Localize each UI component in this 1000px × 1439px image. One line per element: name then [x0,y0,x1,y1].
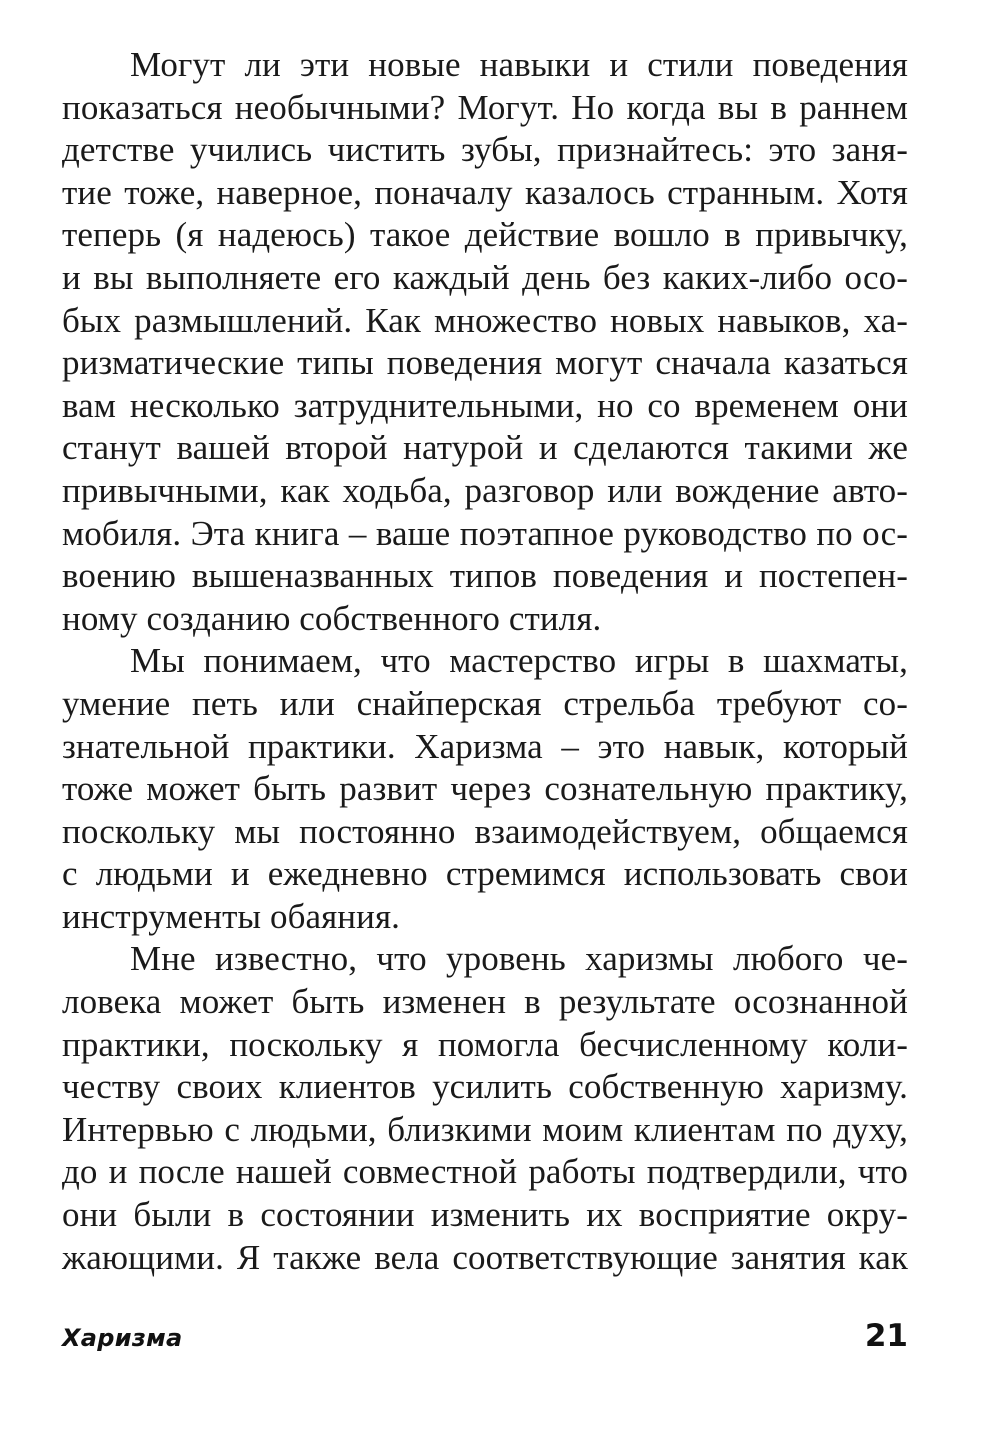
text-line: Интервью с людьми, близкими моим клиентам по духу, [62,1109,908,1149]
text-line: до и после нашей совместной работы подтвердили, что [62,1152,908,1192]
page-number: 21 [864,1318,908,1354]
paragraph-1 [62,44,908,640]
text-line: Могут ли эти новые навыки и стили поведения [130,45,908,84]
text-line: жающими. Я также вела соответствующие занятия как [62,1237,908,1277]
text-line: вам несколько затруднительными, но со временем они [62,385,908,425]
text-line: мобиля. Эта книга – ваше поэтапное руководство по ос- [62,513,908,553]
text-line: Мне известно, что уровень харизмы любого че- [130,939,908,979]
text-line: Мы понимаем, что мастерство игры в шахматы, [130,641,908,681]
text-line: практики, поскольку я помогла бесчисленному коли- [62,1024,908,1064]
text-line: с людьми и ежедневно стремимся использовать свои [62,854,908,894]
text-line: тие тоже, наверное, поначалу казалось странным. Хотя [62,172,908,212]
text-line: умение петь или снайперская стрельба требуют со- [62,683,908,723]
text-line: показаться необычными? Могут. Но когда вы в раннем [62,87,908,127]
text-line: тоже может быть развит через сознательную практику, [62,769,908,809]
text-line: поскольку мы постоянно взаимодействуем, общаемся [62,811,908,851]
text-line: теперь (я надеюсь) такое действие вошло в привычку, [62,215,908,255]
text-line: привычными, как ходьба, разговор или вождение авто- [62,470,908,510]
text-line: бых размышлений. Как множество новых навыков, ха- [62,300,908,340]
text-line: детстве учились чистить зубы, признайтесь: это заня- [62,130,908,170]
text-line: инструменты обаяния. [62,896,401,936]
text-line: ному созданию собственного стиля. [62,598,602,638]
running-title: Харизма [62,1324,183,1352]
page-footer [62,1318,908,1358]
text-line: воению вышеназванных типов поведения и постепен- [62,556,908,596]
text-line: знательной практики. Харизма – это навык, который [62,726,908,766]
text-line: они были в состоянии изменить их восприятие окру- [62,1195,908,1235]
paragraph-3 [62,938,908,1279]
body-text [62,44,908,1279]
text-line: ризматические типы поведения могут сначала казаться [62,343,908,383]
text-line: и вы выполняете его каждый день без каких-либо осо- [62,257,908,297]
paragraph-2 [62,640,908,938]
text-line: честву своих клиентов усилить собственную харизму. [62,1067,908,1107]
text-line: станут вашей второй натурой и сделаются такими же [62,428,908,468]
text-line: ловека может быть изменен в результате осознанной [62,982,908,1022]
